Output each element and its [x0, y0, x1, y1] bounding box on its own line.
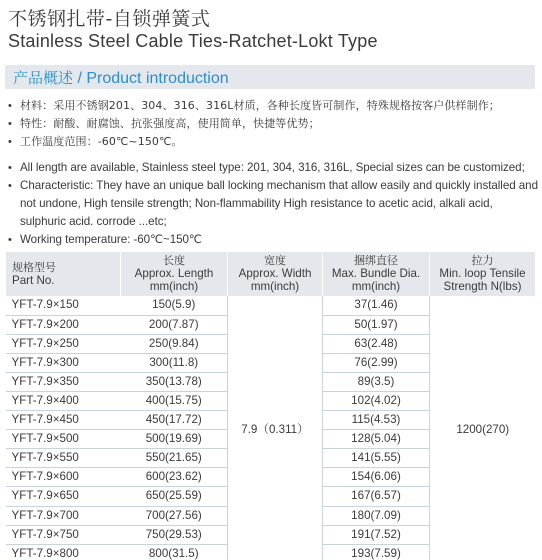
bullet-text: All length are available, Stainless steel type: 201, 304, 316, 316L, Special sizes can be customized;	[20, 161, 525, 174]
cell-length: 600(23.62)	[121, 468, 228, 487]
cell-length: 650(25.59)	[121, 487, 228, 506]
cell-part-no: YFT-7.9×550	[6, 449, 121, 468]
cell-length: 800(31.5)	[148, 547, 199, 560]
spec-table	[5, 252, 536, 560]
bullet-item	[8, 231, 538, 249]
bullet-text: 特性：耐酸、耐腐蚀、抗张强度高，使用简单，快捷等优势；	[20, 117, 320, 130]
cell-part-no: YFT-7.9×150	[6, 296, 121, 315]
cell-length: 550(21.65)	[121, 449, 228, 468]
cell-bundle-dia: 102(4.02)	[323, 391, 430, 410]
table-row	[6, 296, 536, 315]
cell-part-no: YFT-7.9×600	[6, 468, 121, 487]
section-header-bar	[5, 65, 535, 89]
header-tensile-strength: 拉力 Min. loop Tensile Strength N(lbs)	[430, 252, 536, 296]
cell-bundle-dia: 89(3.5)	[323, 372, 430, 391]
table-body	[6, 296, 536, 560]
section-title-chinese: 产品概述	[13, 69, 74, 87]
bullet-text: 工作温度范围：-60℃~150℃。	[20, 135, 183, 148]
cell-part-no: YFT-7.9×300	[6, 353, 121, 372]
cell-width: 7.9（0.311）	[228, 296, 323, 560]
cell-length: 300(11.8)	[121, 353, 228, 372]
cell-bundle-dia: 37(1.46)	[323, 296, 430, 315]
bullet-dot-icon: •	[8, 180, 12, 192]
section-title	[13, 67, 229, 88]
cell-length: 750(29.53)	[121, 525, 228, 544]
page-title-english: Stainless Steel Cable Ties-Ratchet-Lokt Type	[8, 31, 378, 51]
bullet-item	[8, 97, 538, 115]
header-length: 长度 Approx. Length mm(inch)	[121, 252, 228, 296]
bullet-item	[8, 115, 538, 133]
bullet-text: 材料：采用不锈钢201、304、316、316L材质，各种长度皆可制作，特殊规格按客户供样制作；	[20, 99, 500, 112]
cell-part-no: YFT-7.9×400	[6, 391, 121, 410]
table-header-row	[6, 252, 536, 296]
bullet-item	[8, 159, 538, 177]
cell-part-no: YFT-7.9×700	[6, 506, 121, 525]
bullet-dot-icon: •	[8, 136, 12, 148]
cell-bundle-dia: 63(2.48)	[323, 334, 430, 353]
cell-bundle-dia: 193(7.59)	[351, 547, 401, 560]
bullet-text: Working temperature: -60℃~150℃	[20, 233, 202, 246]
cell-bundle-dia: 180(7.09)	[323, 506, 430, 525]
page-title-chinese: 不锈钢扎带-自锁弹簧式	[8, 8, 211, 30]
cell-bundle-dia: 167(6.57)	[323, 487, 430, 506]
cell-length: 700(27.56)	[121, 506, 228, 525]
cell-part-no: YFT-7.9×450	[6, 411, 121, 430]
cell-length: 450(17.72)	[121, 411, 228, 430]
cell-part-no: YFT-7.9×650	[6, 487, 121, 506]
cell-length: 500(19.69)	[121, 430, 228, 449]
cell-part-no: YFT-7.9×500	[6, 430, 121, 449]
cell-part-no: YFT-7.9×350	[6, 372, 121, 391]
cell-tensile-strength: 1200(270)	[430, 296, 536, 560]
chinese-bullet-list	[8, 97, 538, 151]
bullet-dot-icon: •	[8, 234, 12, 246]
cell-length: 350(13.78)	[121, 372, 228, 391]
cell-bundle-dia: 115(4.53)	[323, 411, 430, 430]
section-title-english: / Product introduction	[73, 70, 229, 87]
english-bullet-list	[8, 159, 538, 249]
bullet-text: Characteristic: They have an unique ball locking mechanism that allow easily and quickly installed and not undone, High tensile strength; Non-flammability High resistance to acetic acid, alkali acid, sulphuric acid. corrode ...etc;	[20, 179, 538, 228]
cell-bundle-dia: 154(6.06)	[323, 468, 430, 487]
header-bundle-dia: 捆绑直径 Max. Bundle Dia. mm(inch)	[323, 252, 430, 296]
cell-bundle-dia: 50(1.97)	[323, 315, 430, 334]
bullet-dot-icon: •	[8, 100, 12, 112]
cell-part-no: YFT-7.9×250	[6, 334, 121, 353]
bullet-item	[8, 177, 538, 231]
header-part-no: 规格型号 Part No.	[6, 252, 121, 296]
cell-part-no: YFT-7.9×750	[6, 525, 121, 544]
cell-bundle-dia: 191(7.52)	[323, 525, 430, 544]
cell-bundle-dia: 141(5.55)	[323, 449, 430, 468]
cell-part-no: YFT-7.9×800	[11, 547, 79, 560]
cell-length: 400(15.75)	[121, 391, 228, 410]
bullet-item	[8, 133, 538, 151]
cell-length: 200(7.87)	[121, 315, 228, 334]
bullet-dot-icon: •	[8, 118, 12, 130]
cell-length: 150(5.9)	[121, 296, 228, 315]
product-introduction-list	[8, 97, 538, 249]
cell-part-no: YFT-7.9×200	[6, 315, 121, 334]
bullet-dot-icon: •	[8, 162, 12, 174]
cell-bundle-dia: 76(2.99)	[323, 353, 430, 372]
cell-bundle-dia: 128(5.04)	[323, 430, 430, 449]
header-width: 宽度 Approx. Width mm(inch)	[228, 252, 323, 296]
cell-length: 250(9.84)	[121, 334, 228, 353]
